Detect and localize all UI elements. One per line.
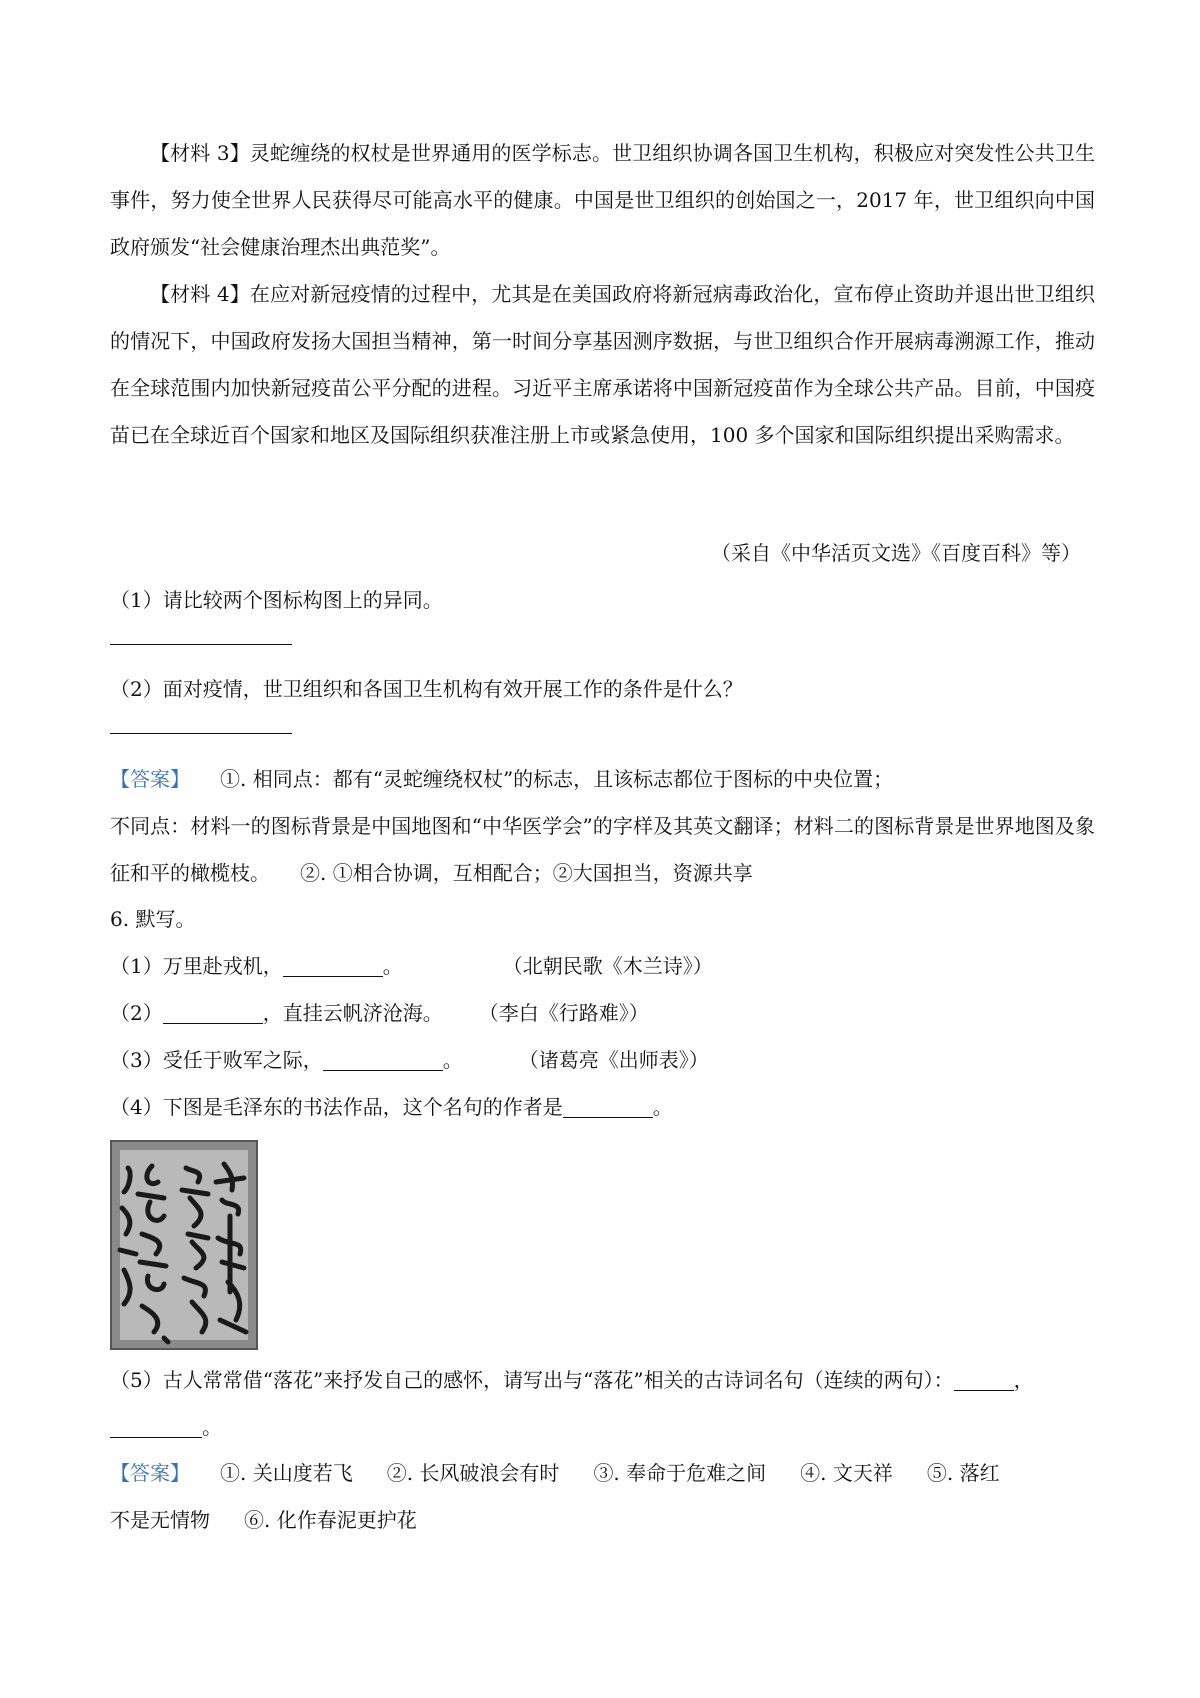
q6-5-suffix: 。 — [202, 1415, 222, 1439]
q6-5-comma: ， — [1013, 1368, 1034, 1392]
answer-6-tag: 【答案】 — [110, 1461, 190, 1485]
q6-1-source: （北朝民歌《木兰诗》） — [502, 954, 713, 978]
answer-blank-5-1[interactable] — [110, 644, 292, 645]
material-4-tag: 【材料 4】 — [150, 282, 250, 306]
q6-3-suffix: 。 — [442, 1048, 463, 1072]
answer-6-line-1 — [110, 1450, 1095, 1497]
question-6-5-cont — [110, 1404, 1095, 1451]
answer-5-part-2: 不同点：材料一的图标背景是中国地图和“中华医学会”的字样及其英文翻译；材料二的图标背景是世界地图及象征和平的橄榄枝。 — [110, 814, 1095, 885]
answer-5-block — [110, 756, 1095, 897]
source-block — [110, 530, 1095, 577]
material-3-text: 灵蛇缠绕的权杖是世界通用的医学标志。世卫组织协调各国卫生机构，积极应对突发性公共卫生事件，努力使全世界人民获得尽可能高水平的健康。中国是世卫组织的创始国之一，2017 年，世卫组织向中国政府颁发“社会健康治理杰出典范奖”。 — [110, 141, 1095, 259]
q6-2-suffix: ，直挂云帆济沧海。 — [262, 1001, 443, 1025]
question-6-5-block — [110, 1357, 1095, 1451]
question-6-4 — [110, 1084, 1095, 1131]
q6-4-prefix: （4）下图是毛泽东的书法作品，这个名句的作者是 — [110, 1095, 563, 1119]
question-6-block — [110, 896, 1095, 1131]
q6-5-prefix: （5）古人常常借“落花”来抒发自己的感怀，请写出与“落花”相关的古诗词名句（连续的两句）： — [110, 1368, 954, 1392]
q6-3-prefix: （3）受任于败军之际， — [110, 1048, 323, 1072]
answer-6-item-3: ③. 奉命于危难之间 — [593, 1461, 767, 1485]
question-6-title: 6. 默写。 — [110, 907, 196, 931]
material-4-text: 在应对新冠疫情的过程中，尤其是在美国政府将新冠病毒政治化，宣布停止资助并退出世卫组织的情况下，中国政府发扬大国担当精神，第一时间分享基因测序数据，与世卫组织合作开展病毒溯源工作，推动在全球范围内加快新冠疫苗公平分配的进程。习近平主席承诺将中国新冠疫苗作为全球公共产品。目前，中国疫苗已在全球近百个国家和地区及国际组织获准注册上市或紧急使用，100 多个国家和国际组织提出采购需求。 — [110, 282, 1095, 447]
source-citation: （采自《中华活页文选》《百度百科》等） — [711, 541, 1081, 565]
question-6-3 — [110, 1037, 1095, 1084]
answer-6-item-6: ⑥. 化作春泥更护花 — [244, 1508, 417, 1532]
answer-6-item-5: ⑤. 落红 — [926, 1461, 1000, 1485]
q6-1-blank[interactable] — [283, 954, 383, 977]
calligraphy-brush-strokes — [112, 1142, 260, 1352]
q6-2-prefix: （2） — [110, 1001, 163, 1025]
answer-6-line-2 — [110, 1497, 1095, 1544]
question-5-2: （2）面对疫情，世卫组织和各国卫生机构有效开展工作的条件是什么？ — [110, 677, 743, 701]
answer-6-item-4: ④. 文天祥 — [800, 1461, 893, 1485]
q6-5-blank-1[interactable] — [954, 1368, 1014, 1391]
answer-5-tag: 【答案】 — [110, 767, 190, 791]
answer-blank-5-2[interactable] — [110, 733, 292, 734]
answer-5-part-3: ②. ①相合协调，互相配合；②大国担当，资源共享 — [300, 861, 753, 885]
answer-5-part-1: ①. 相同点：都有“灵蛇缠绕权杖”的标志，且该标志都位于图标的中央位置； — [220, 767, 894, 791]
q6-1-suffix: 。 — [382, 954, 403, 978]
question-6-5 — [110, 1357, 1095, 1404]
question-5-1-block — [110, 577, 1095, 671]
q6-3-blank[interactable] — [323, 1048, 443, 1071]
answer-6-block — [110, 1450, 1095, 1544]
material-4-block — [110, 271, 1095, 459]
q6-4-blank[interactable] — [563, 1095, 653, 1118]
answer-6-item-5-cont: 不是无情物 — [110, 1508, 210, 1532]
q6-4-suffix: 。 — [652, 1095, 673, 1119]
answer-5-line-1 — [110, 756, 1095, 803]
answer-6-item-1: ①. 关山度若飞 — [220, 1461, 353, 1485]
answer-5-line-2 — [110, 803, 1095, 897]
q6-2-source: （李白《行路难》） — [478, 1001, 649, 1025]
material-4-paragraph — [110, 271, 1095, 459]
q6-2-blank[interactable] — [163, 1001, 263, 1024]
material-3-block — [110, 130, 1095, 271]
q6-1-prefix: （1）万里赴戎机， — [110, 954, 283, 978]
question-5-1: （1）请比较两个图标构图上的异同。 — [110, 588, 443, 612]
question-5-2-block — [110, 666, 1095, 760]
answer-6-item-2: ②. 长风破浪会有时 — [386, 1461, 560, 1485]
question-6-2 — [110, 990, 1095, 1037]
material-3-paragraph — [110, 130, 1095, 271]
question-6-1 — [110, 943, 1095, 990]
calligraphy-image — [110, 1140, 258, 1350]
q6-5-blank-2[interactable] — [110, 1415, 202, 1438]
material-3-tag: 【材料 3】 — [150, 141, 250, 165]
q6-3-source: （诸葛亮《出师表》） — [518, 1048, 709, 1072]
